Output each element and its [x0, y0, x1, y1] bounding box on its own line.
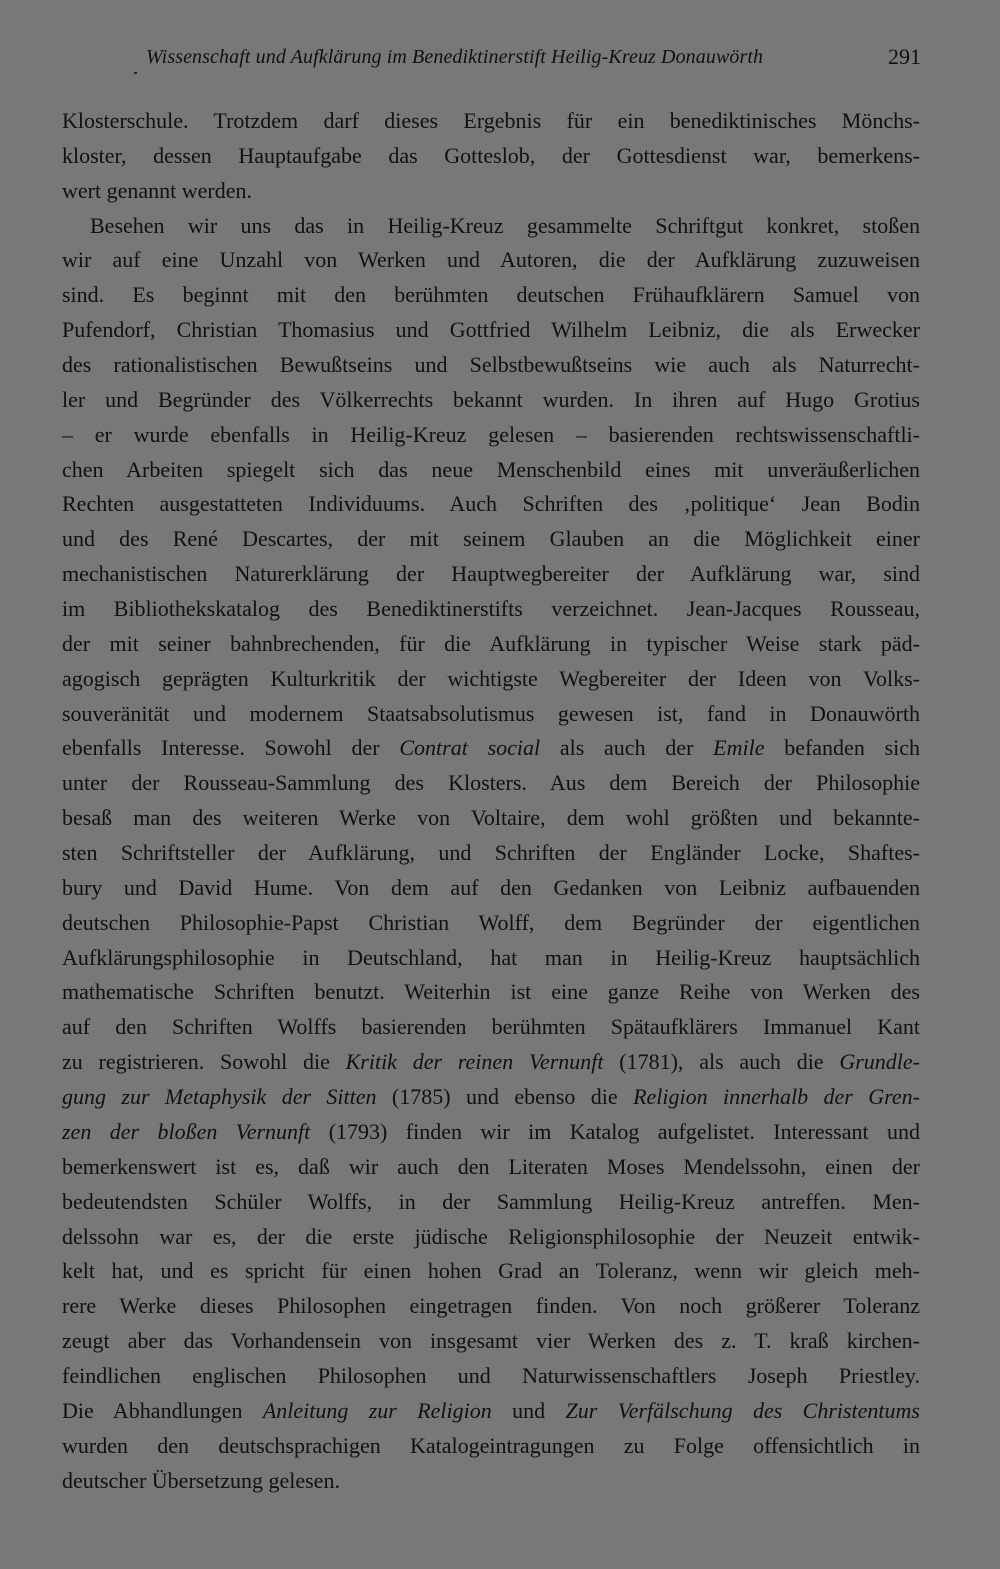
paragraph: [62, 104, 920, 209]
text-line: [62, 1045, 920, 1080]
text-run: befanden sich: [764, 735, 920, 761]
italic-title: gung zur Metaphysik der Sitten: [62, 1084, 377, 1110]
text-line: [62, 383, 920, 418]
text-run: wurden den deutschsprachigen Katalogeintragungen zu Folge offensichtlich in: [62, 1432, 920, 1458]
text-run: (1785) und ebenso die: [376, 1084, 634, 1110]
text-run: ebenfalls Interesse. Sowohl der: [62, 735, 400, 761]
italic-title: zen der bloßen Vernunft: [62, 1118, 311, 1144]
text-run: Aufklärungsphilosophie in Deutschland, hat man in Heilig-Kreuz hauptsächlich: [62, 944, 920, 970]
text-line: [62, 1185, 920, 1220]
text-line: [62, 1220, 920, 1255]
italic-title: Anleitung zur Religion: [262, 1397, 492, 1423]
text-run: bemerkenswert ist es, daß wir auch den Literaten Moses Mendelssohn, einen der: [62, 1153, 920, 1179]
text-run: wir auf eine Unzahl von Werken und Autoren, die der Aufklärung zuzuweisen: [62, 247, 920, 273]
text-line: [62, 731, 920, 766]
text-line: [62, 1150, 920, 1185]
text-line: [62, 418, 920, 453]
text-run: kloster, dessen Hauptaufgabe das Gotteslob, der Gottesdienst war, bemerkens-: [62, 142, 920, 168]
italic-title: Zur Verfälschung des Christentums: [565, 1397, 920, 1423]
text-line: [62, 1394, 920, 1429]
text-run: souveränität und modernem Staatsabsolutismus gewesen ist, fand in Donauwörth: [62, 700, 920, 726]
text-run: bedeutendsten Schüler Wolffs, in der Sammlung Heilig-Kreuz antreffen. Men-: [62, 1188, 920, 1214]
text-line: [62, 697, 920, 732]
text-line: [62, 522, 920, 557]
text-line: [62, 1010, 920, 1045]
text-run: kelt hat, und es spricht für einen hohen Grad an Toleranz, wenn wir gleich meh-: [62, 1258, 920, 1284]
text-line: [62, 209, 920, 244]
text-line: [62, 662, 920, 697]
text-line: [62, 836, 920, 871]
text-line: [62, 278, 920, 313]
text-run: im Bibliothekskatalog des Benediktinerstifts verzeichnet. Jean-Jacques Rousseau,: [62, 596, 920, 622]
italic-title: Emile: [713, 735, 765, 761]
text-run: agogisch geprägten Kulturkritik der wichtigste Wegbereiter der Ideen von Volks-: [62, 665, 920, 691]
text-run: auf den Schriften Wolffs basierenden berühmten Spätaufklärers Immanuel Kant: [62, 1014, 920, 1040]
text-line: [62, 906, 920, 941]
text-line: [62, 104, 920, 139]
running-header: [146, 40, 921, 74]
text-run: als auch der: [540, 735, 714, 761]
text-line: [62, 1429, 920, 1464]
text-run: (1793) finden wir im Katalog aufgelistet. Interessant und: [310, 1118, 920, 1144]
text-run: (1781), als auch die: [603, 1049, 840, 1075]
text-run: Pufendorf, Christian Thomasius und Gottfried Wilhelm Leibniz, die als Erwecker: [62, 317, 920, 343]
text-run: zu registrieren. Sowohl die: [62, 1049, 346, 1075]
text-run: deutscher Übersetzung gelesen.: [62, 1467, 340, 1493]
text-run: ler und Begründer des Völkerrechts bekannt wurden. In ihren auf Hugo Grotius: [62, 386, 920, 412]
text-line: [62, 1115, 920, 1150]
text-line: [62, 1359, 920, 1394]
text-run: des rationalistischen Bewußtseins und Selbstbewußtseins wie auch als Naturrecht-: [62, 352, 920, 378]
body-text: [62, 104, 920, 1498]
text-line: [62, 801, 920, 836]
text-run: der mit seiner bahnbrechenden, für die Aufklärung in typischer Weise stark päd-: [62, 630, 920, 656]
italic-title: Grundle-: [839, 1049, 920, 1075]
text-run: Besehen wir uns das in Heilig-Kreuz gesammelte Schriftgut konkret, stoßen: [90, 212, 920, 238]
text-line: [62, 139, 920, 174]
text-run: sten Schriftsteller der Aufklärung, und Schriften der Engländer Locke, Shaftes-: [62, 840, 920, 866]
text-run: feindlichen englischen Philosophen und Naturwissenschaftlers Joseph Priestley.: [62, 1362, 920, 1388]
text-run: mechanistischen Naturerklärung der Hauptwegbereiter der Aufklärung war, sind: [62, 561, 920, 587]
text-line: [62, 557, 920, 592]
text-run: bury und David Hume. Von dem auf den Gedanken von Leibniz aufbauenden: [62, 874, 920, 900]
text-run: Rechten ausgestatteten Individuums. Auch Schriften des ‚politique‘ Jean Bodin: [62, 491, 920, 517]
text-run: Die Abhandlungen: [62, 1397, 263, 1423]
text-run: Klosterschule. Trotzdem darf dieses Ergebnis für ein benediktinisches Mönchs-: [62, 108, 920, 133]
text-run: und des René Descartes, der mit seinem Glauben an die Möglichkeit einer: [62, 526, 920, 552]
text-line: [62, 348, 920, 383]
text-run: rere Werke dieses Philosophen eingetragen finden. Von noch größerer Toleranz: [62, 1293, 920, 1319]
text-line: [62, 313, 920, 348]
text-run: und: [491, 1397, 566, 1423]
text-run: wert genannt werden.: [62, 177, 252, 203]
text-line: [62, 1254, 920, 1289]
text-line: [62, 766, 920, 801]
text-line: [62, 592, 920, 627]
text-run: besaß man des weiteren Werke von Voltaire, dem wohl größten und bekannte-: [62, 805, 920, 831]
text-line: [62, 627, 920, 662]
text-line: [62, 1289, 920, 1324]
italic-title: Religion innerhalb der Gren-: [633, 1084, 920, 1110]
text-line: [62, 487, 920, 522]
running-header-title: Wissenschaft und Aufklärung im Benediktinerstift Heilig-Kreuz Donauwörth: [146, 46, 764, 68]
text-line: [62, 1324, 920, 1359]
text-run: – er wurde ebenfalls in Heilig-Kreuz gelesen – basierenden rechtswissenschaftli-: [62, 421, 920, 447]
text-line: [62, 453, 920, 488]
text-line: [62, 975, 920, 1010]
text-run: sind. Es beginnt mit den berühmten deutschen Frühaufklärern Samuel von: [62, 282, 920, 308]
page-number: 291: [888, 44, 921, 69]
text-run: mathematische Schriften benutzt. Weiterhin ist eine ganze Reihe von Werken des: [62, 979, 920, 1005]
margin-mark: [134, 72, 137, 74]
text-run: zeugt aber das Vorhandensein von insgesamt vier Werken des z. T. kraß kirchen-: [62, 1328, 920, 1354]
text-line: [62, 243, 920, 278]
paragraph: [62, 209, 920, 1499]
text-run: chen Arbeiten spiegelt sich das neue Menschenbild eines mit unveräußerlichen: [62, 456, 920, 482]
text-line: [62, 1080, 920, 1115]
text-line: [62, 941, 920, 976]
text-run: deutschen Philosophie-Papst Christian Wolff, dem Begründer der eigentlichen: [62, 909, 920, 935]
italic-title: Contrat social: [399, 735, 541, 761]
text-line: [62, 1464, 920, 1499]
text-run: delssohn war es, der die erste jüdische Religionsphilosophie der Neuzeit entwik-: [62, 1223, 920, 1249]
text-line: [62, 174, 920, 209]
text-run: unter der Rousseau-Sammlung des Klosters. Aus dem Bereich der Philosophie: [62, 770, 920, 796]
text-line: [62, 871, 920, 906]
italic-title: Kritik der reinen Vernunft: [345, 1049, 604, 1075]
